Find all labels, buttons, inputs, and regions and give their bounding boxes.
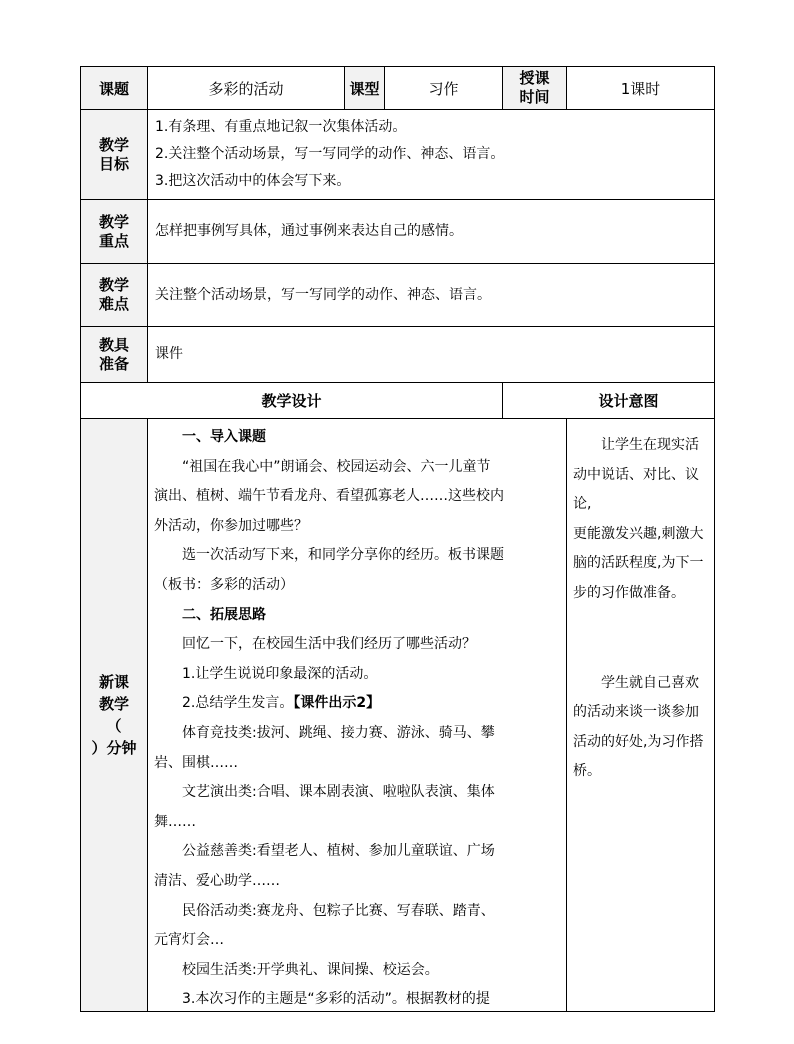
key-points-label-line-2: 重点	[98, 231, 129, 250]
courseware-tag: 【课件出示2】	[293, 695, 381, 712]
materials-text-line: 课件	[155, 346, 183, 362]
intent-para-1-line-4: 脑的活跃程度,为下一	[573, 555, 704, 572]
time-label	[503, 67, 567, 110]
difficulties-label-line-1: 教学	[98, 276, 129, 294]
key-points-text-line: 怎样把事例写具体，通过事例来表达自己的感情。	[155, 223, 463, 239]
header-row	[81, 67, 715, 110]
category-sports-line-2: 岩、围棋……	[154, 754, 238, 771]
goals-label-line-2: 目标	[98, 154, 129, 173]
goals-row	[81, 110, 715, 200]
goals-content	[148, 110, 715, 200]
intent-para-2-line-1: 学生就自己喜欢	[601, 674, 699, 691]
intent-para-1-line-2: 动中说话、对比、议论,	[573, 466, 699, 513]
type-label: 课型	[345, 67, 385, 110]
key-points-label	[81, 200, 148, 264]
category-arts-line-1: 文艺演出类:合唱、课本剧表演、啦啦队表演、集体	[182, 784, 495, 801]
design-content-body	[154, 423, 563, 1007]
time-value: 1课时	[567, 67, 715, 110]
section-1-para-1-line-1: “祖国在我心中”朗诵会、校园运动会、六一儿童节	[182, 458, 491, 475]
intent-para-2-line-4: 桥。	[573, 763, 601, 780]
category-charity-line-1: 公益慈善类:看望老人、植树、参加儿童联谊、广场	[182, 843, 495, 860]
new-lesson-row	[81, 419, 715, 1012]
intent-para-1-line-1: 让学生在现实活	[601, 437, 699, 453]
section-2-item-2-text: 2.总结学生发言。	[182, 695, 294, 712]
difficulties-row	[81, 264, 715, 327]
section-2-item-1: 1.让学生说说印象最深的活动。	[182, 665, 378, 682]
category-folk-line-2: 元宵灯会…	[154, 932, 224, 949]
difficulties-label-line-2: 难点	[98, 295, 129, 313]
goal-item-2: 2.关注整个活动场景，写一写同学的动作、神态、语言。	[155, 146, 505, 162]
time-label-line-1: 授课	[519, 69, 550, 87]
intent-para-2-line-2: 的活动来谈一谈参加	[573, 704, 699, 721]
lesson-plan-table	[80, 66, 715, 1012]
section-2-title: 二、拓展思路	[182, 606, 266, 623]
goals-label	[81, 110, 148, 200]
type-value: 习作	[385, 67, 503, 110]
design-heading: 教学设计	[81, 383, 503, 419]
category-folk-line-1: 民俗活动类:赛龙舟、包粽子比赛、写春联、踏青、	[182, 902, 495, 919]
design-header-row	[81, 383, 715, 419]
section-1-para-2-line-2: （板书：多彩的活动）	[154, 576, 294, 593]
intent-spacer	[573, 609, 710, 669]
key-points-label-line-1: 教学	[98, 212, 129, 231]
topic-value: 多彩的活动	[148, 67, 345, 110]
intent-content	[567, 419, 715, 1012]
new-lesson-label-line-3: （	[106, 717, 122, 735]
intent-para-1-line-5: 步的习作做准备。	[573, 584, 685, 601]
difficulties-label	[81, 264, 148, 327]
time-label-line-2: 时间	[519, 88, 550, 106]
materials-label-line-2: 准备	[98, 354, 129, 373]
new-lesson-label-line-1: 新课	[98, 673, 129, 691]
topic-label: 课题	[81, 67, 148, 110]
category-arts-line-2: 舞……	[154, 813, 196, 830]
section-2-question: 回忆一下，在校园生活中我们经历了哪些活动？	[182, 636, 476, 653]
design-content	[148, 419, 567, 1012]
category-sports-line-1: 体育竞技类:拔河、跳绳、接力赛、游泳、骑马、攀	[182, 724, 495, 741]
intent-para-2-line-3: 活动的好处,为习作搭	[573, 733, 704, 750]
section-1-title: 一、导入课题	[182, 429, 266, 445]
section-1-para-2-line-1: 选一次活动写下来，和同学分享你的经历。板书课题	[182, 547, 504, 564]
key-points-row	[81, 200, 715, 264]
goal-item-1: 1.有条理、有重点地记叙一次集体活动。	[155, 119, 407, 135]
materials-label-line-1: 教具	[98, 335, 129, 354]
new-lesson-label	[81, 419, 148, 1012]
section-1-para-1-line-3: 外活动，你参加过哪些？	[154, 517, 308, 534]
section-1-para-1-line-2: 演出、植树、端午节看龙舟、看望孤寡老人……这些校内	[154, 488, 504, 505]
goal-item-3: 3.把这次活动中的体会写下来。	[155, 173, 351, 189]
new-lesson-label-line-4: ）分钟	[91, 739, 137, 757]
materials-text	[148, 327, 715, 383]
new-lesson-label-line-2: 教学	[98, 695, 129, 713]
difficulties-text-line: 关注整个活动场景，写一写同学的动作、神态、语言。	[155, 286, 491, 303]
section-2-item-3: 3.本次习作的主题是“多彩的活动”。根据教材的提	[182, 991, 490, 1007]
key-points-text	[148, 200, 715, 264]
category-charity-line-2: 清洁、爱心助学……	[154, 872, 280, 889]
intent-para-1-line-3: 更能激发兴趣,刺激大	[573, 525, 704, 542]
goals-label-line-1: 教学	[98, 135, 129, 154]
materials-row	[81, 327, 715, 383]
intent-heading: 设计意图	[503, 383, 715, 419]
section-2-item-2	[154, 689, 563, 719]
materials-label	[81, 327, 148, 383]
category-campus: 校园生活类:开学典礼、课间操、校运会。	[182, 961, 439, 978]
difficulties-text	[148, 264, 715, 327]
